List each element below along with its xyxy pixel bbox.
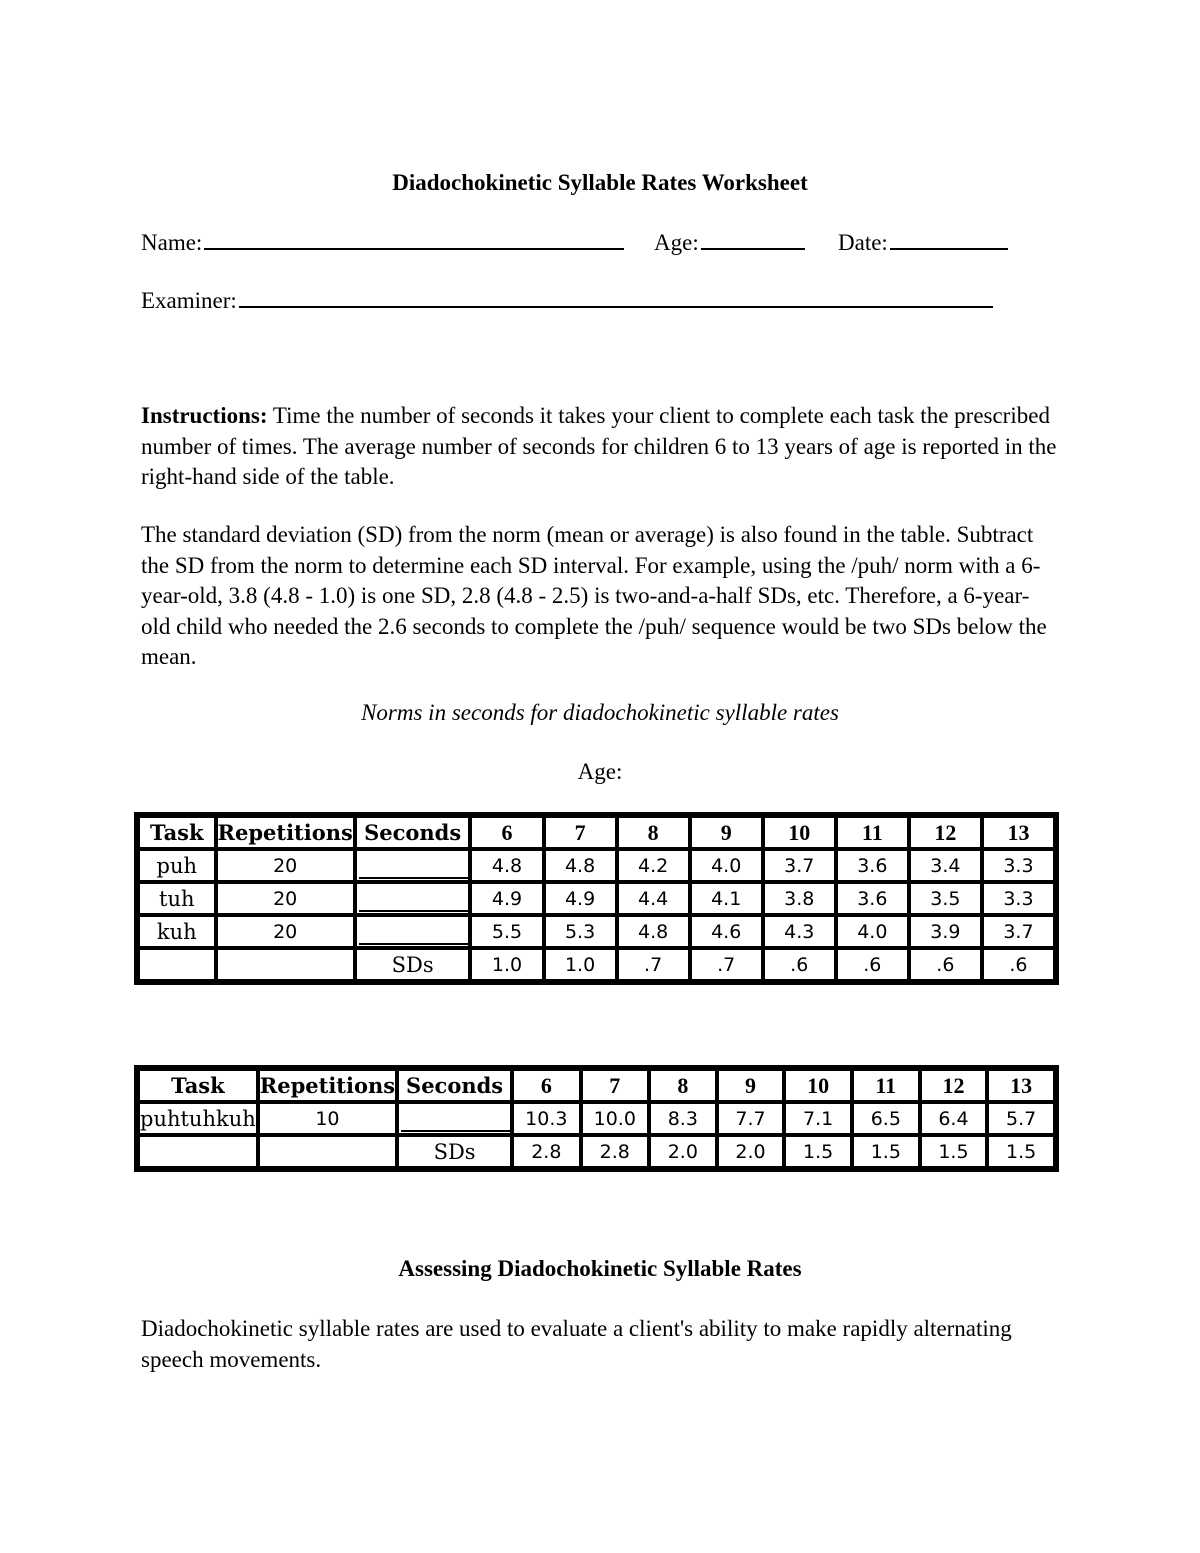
- header-seconds: Seconds: [355, 816, 471, 849]
- section-heading: Assessing Diadochokinetic Syllable Rates: [398, 1256, 802, 1281]
- sd-cell: 2.8: [512, 1135, 580, 1168]
- header-repetitions: Repetitions: [258, 1069, 397, 1102]
- seconds-input[interactable]: [359, 886, 469, 912]
- examiner-field[interactable]: [239, 286, 993, 308]
- sd-explanation-paragraph: The standard deviation (SD) from the norm (mean or average) is also found in the table. Subtract the SD from the norm to determine each SD interval. For example, using the /puh/ norm with a 6-year-old, 3.8 (4.8 - 1.0) is one SD, 2.8 (4.8 - 2.5) is two-and-a-half SDs, etc. Therefore, a 6-year-old child who needed the 2.6 seconds to complete the /puh/ sequence would be two SDs below the mean.: [141, 522, 1047, 669]
- table-row-puhtuhkuh: [138, 1102, 1055, 1135]
- header-age-11: 11: [836, 816, 909, 849]
- empty-cell: [138, 948, 216, 981]
- norm-cell: 6.5: [852, 1102, 920, 1135]
- sd-cell: .6: [982, 948, 1055, 981]
- repetitions-cell: 10: [258, 1102, 397, 1135]
- seconds-input[interactable]: [401, 1106, 510, 1132]
- sd-label-cell: SDs: [355, 948, 471, 981]
- header-task: Task: [138, 816, 216, 849]
- header-age-10: 10: [763, 816, 836, 849]
- norm-cell: 3.7: [982, 915, 1055, 948]
- norm-cell: 4.6: [690, 915, 763, 948]
- empty-cell: [258, 1135, 397, 1168]
- empty-cell: [138, 1135, 258, 1168]
- header-age-7: 7: [544, 816, 617, 849]
- header-task: Task: [138, 1069, 258, 1102]
- date-label: Date:: [838, 230, 888, 255]
- date-field-group: [838, 228, 1008, 256]
- sd-cell: .6: [763, 948, 836, 981]
- norm-cell: 4.2: [617, 849, 690, 882]
- repetitions-cell: 20: [216, 849, 355, 882]
- norm-cell: 7.7: [717, 1102, 785, 1135]
- seconds-entry-cell[interactable]: [397, 1102, 512, 1135]
- seconds-input[interactable]: [359, 853, 469, 879]
- header-age-11: 11: [852, 1069, 920, 1102]
- table-row-puh: [138, 849, 1055, 882]
- norm-cell: 3.6: [836, 882, 909, 915]
- table-caption: Norms in seconds for diadochokinetic syllable rates: [361, 700, 839, 725]
- norm-cell: 4.1: [690, 882, 763, 915]
- norm-cell: 7.1: [784, 1102, 852, 1135]
- header-age-12: 12: [909, 816, 982, 849]
- header-age-13: 13: [987, 1069, 1055, 1102]
- sd-cell: .7: [690, 948, 763, 981]
- name-field-group: [141, 228, 624, 256]
- norm-cell: 4.8: [617, 915, 690, 948]
- norm-cell: 3.4: [909, 849, 982, 882]
- norm-cell: 3.5: [909, 882, 982, 915]
- norm-cell: 4.9: [544, 882, 617, 915]
- sd-cell: 1.5: [920, 1135, 988, 1168]
- age-heading: Age:: [577, 759, 623, 784]
- sd-cell: 1.0: [544, 948, 617, 981]
- sd-cell: 2.0: [649, 1135, 717, 1168]
- worksheet-title: Diadochokinetic Syllable Rates Worksheet: [392, 170, 808, 195]
- task-cell: puh: [138, 849, 216, 882]
- name-label: Name:: [141, 230, 203, 255]
- instructions-label: Instructions:: [141, 403, 268, 428]
- norm-cell: 4.0: [690, 849, 763, 882]
- header-age-8: 8: [649, 1069, 717, 1102]
- norm-cell: 4.8: [544, 849, 617, 882]
- header-age-13: 13: [982, 816, 1055, 849]
- seconds-entry-cell[interactable]: [355, 915, 471, 948]
- instructions-text: Time the number of seconds it takes your client to complete each task the prescribed number of times. The average number of seconds for children 6 to 13 years of age is reported in the right-hand side of the table.: [141, 403, 1057, 489]
- seconds-entry-cell[interactable]: [355, 882, 471, 915]
- norm-cell: 5.3: [544, 915, 617, 948]
- header-age-12: 12: [920, 1069, 988, 1102]
- norm-cell: 3.6: [836, 849, 909, 882]
- seconds-input[interactable]: [359, 919, 469, 945]
- table-header-row: [138, 1069, 1055, 1102]
- seconds-entry-cell[interactable]: [355, 849, 471, 882]
- header-repetitions: Repetitions: [216, 816, 355, 849]
- header-age-6: 6: [470, 816, 543, 849]
- sd-cell: 1.0: [470, 948, 543, 981]
- sd-cell: .6: [909, 948, 982, 981]
- norm-cell: 4.3: [763, 915, 836, 948]
- norm-cell: 3.7: [763, 849, 836, 882]
- norm-cell: 3.9: [909, 915, 982, 948]
- sd-cell: 1.5: [987, 1135, 1055, 1168]
- norm-cell: 5.5: [470, 915, 543, 948]
- norm-cell: 8.3: [649, 1102, 717, 1135]
- table-row-kuh: [138, 915, 1055, 948]
- age-field-group: [654, 228, 805, 256]
- header-age-10: 10: [784, 1069, 852, 1102]
- header-age-9: 9: [717, 1069, 785, 1102]
- table-row-sds: [138, 1135, 1055, 1168]
- name-field[interactable]: [204, 228, 624, 250]
- header-age-6: 6: [512, 1069, 580, 1102]
- norm-cell: 4.0: [836, 915, 909, 948]
- norm-cell: 3.8: [763, 882, 836, 915]
- norm-cell: 4.8: [470, 849, 543, 882]
- norm-cell: 10.0: [581, 1102, 649, 1135]
- age-field[interactable]: [701, 228, 805, 250]
- sd-cell: .6: [836, 948, 909, 981]
- norm-cell: 5.7: [987, 1102, 1055, 1135]
- header-seconds: Seconds: [397, 1069, 512, 1102]
- sd-cell: 1.5: [784, 1135, 852, 1168]
- examiner-label: Examiner:: [141, 288, 237, 313]
- header-age-9: 9: [690, 816, 763, 849]
- norm-cell: 3.3: [982, 849, 1055, 882]
- sd-label-cell: SDs: [397, 1135, 512, 1168]
- section-paragraph: Diadochokinetic syllable rates are used to evaluate a client's ability to make rapidly alternating speech movements.: [141, 1316, 1012, 1372]
- norm-cell: 10.3: [512, 1102, 580, 1135]
- repetitions-cell: 20: [216, 915, 355, 948]
- header-age-8: 8: [617, 816, 690, 849]
- task-cell: puhtuhkuh: [138, 1102, 258, 1135]
- norm-cell: 3.3: [982, 882, 1055, 915]
- task-cell: tuh: [138, 882, 216, 915]
- sd-cell: 2.0: [717, 1135, 785, 1168]
- norms-table-single-syllable: [134, 812, 1059, 985]
- repetitions-cell: 20: [216, 882, 355, 915]
- instructions-paragraph: [141, 401, 1071, 493]
- sd-cell: .7: [617, 948, 690, 981]
- table-row-tuh: [138, 882, 1055, 915]
- table-header-row: [138, 816, 1055, 849]
- header-age-7: 7: [581, 1069, 649, 1102]
- norm-cell: 4.4: [617, 882, 690, 915]
- date-field[interactable]: [890, 228, 1008, 250]
- empty-cell: [216, 948, 355, 981]
- norms-table-multisyllable: [134, 1065, 1059, 1172]
- age-label: Age:: [654, 230, 699, 255]
- examiner-field-group: [141, 286, 993, 314]
- norm-cell: 6.4: [920, 1102, 988, 1135]
- table-row-sds: [138, 948, 1055, 981]
- sd-cell: 2.8: [581, 1135, 649, 1168]
- task-cell: kuh: [138, 915, 216, 948]
- norm-cell: 4.9: [470, 882, 543, 915]
- sd-cell: 1.5: [852, 1135, 920, 1168]
